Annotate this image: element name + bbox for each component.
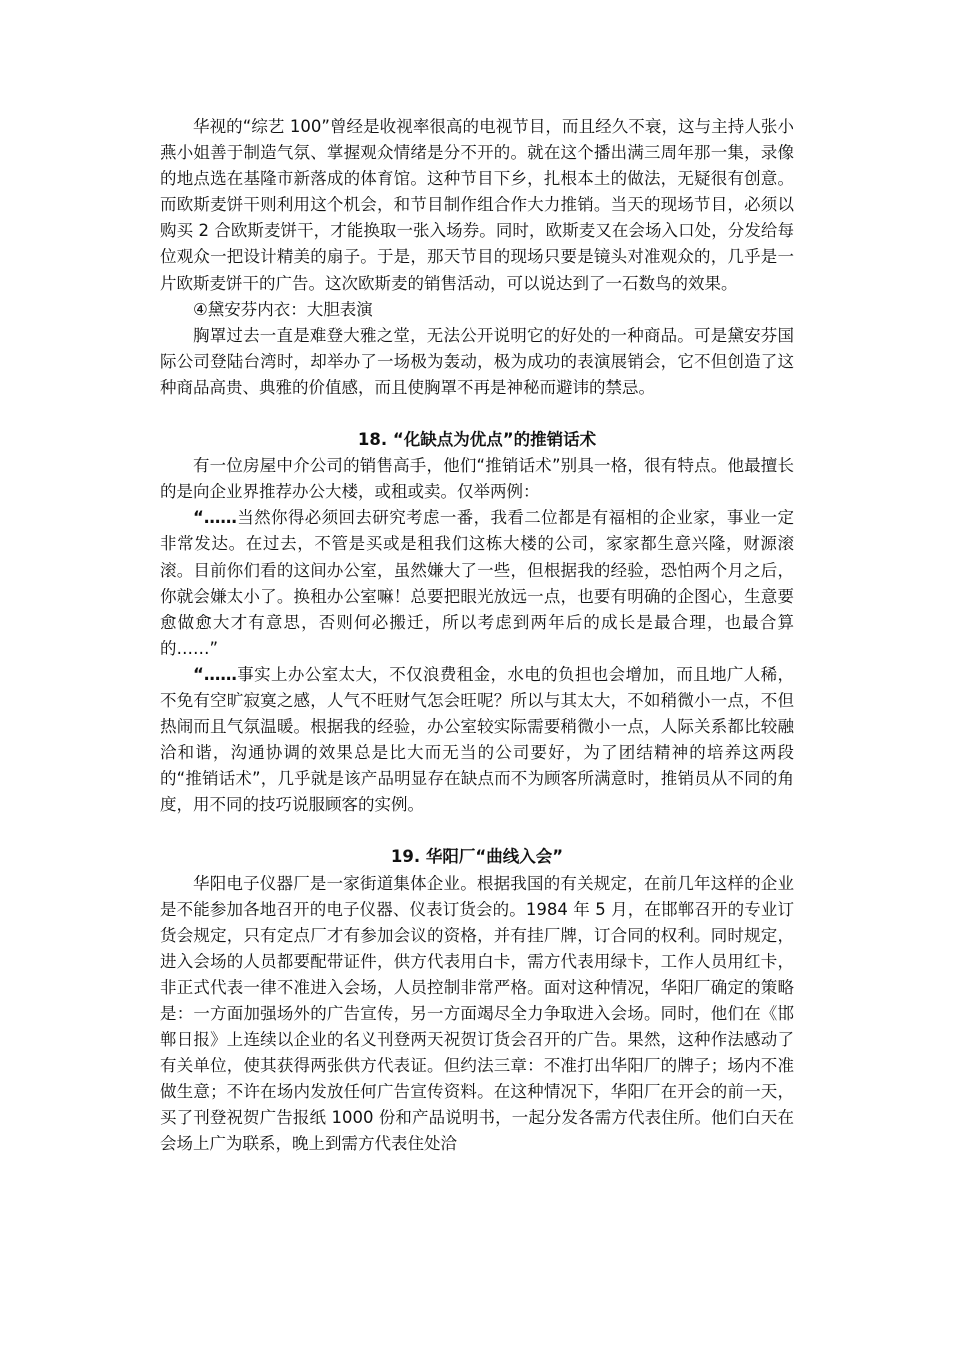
- section-18-title: 18. “化缺点为优点”的推销话术: [357, 430, 597, 450]
- paragraph-huayang-factory: 华阳电子仪器厂是一家街道集体企业。根据我国的有关规定，在前几年这样的企业是不能参加各地召开的电子仪器、仪表订货会的。1984 年 5 月，在邯郸召开的专业订货会规定，只有定点厂才有参加会议的资格，并有挂厂牌，订合同的权利。同时规定，进入会场的人员都要配带证件，供方代表用白卡，需方代表用绿卡，工作人员用红卡，非正式代表一律不准进入会场，人员控制非常严格。面对这种情况，华阳厂确定的策略是：一方面加强场外的广告宣传，另一方面竭尽全力争取进入会场。同时，他们在《邯郸日报》上连续以企业的名义刊登两天祝贺订货会召开的广告。果然，这种作法感动了有关单位，使其获得两张供方代表证。但约法三章：不准打出华阳厂的牌子；场内不准做生意；不许在场内发放任何广告宣传资料。在这种情况下，华阳厂在开会的前一天，买了刊登祝贺广告报纸 1000 份和产品说明书，一起分发各需方代表住所。他们白天在会场上广为联系，晚上到需方代表住处洽: [160, 873, 794, 1154]
- quote-one-lead: “……: [193, 508, 237, 528]
- subheading-triumph-lingerie: ④黛安芬内衣：大胆表演: [193, 299, 373, 319]
- quote-one-text: 当然你得必须回去研究考虑一番，我看二位都是有福相的企业家，事业一定非常发达。在过去，不管是买或是租我们这栋大楼的公司，家家都生意兴隆，财源滚滚。目前你们看的这间办公室，虽然嫌大了一些，但根据我的经验，恐怕两个月之后，你就会嫌太小了。换租办公室嘛！总要把眼光放远一点，也要有明确的企图心，生意要愈做愈大才有意思，否则何必搬迁，所以考虑到两年后的成长是最合理，也最合算的……”: [160, 508, 794, 658]
- document-page: [160, 114, 794, 1158]
- section-gap: [160, 401, 794, 427]
- quote-two-text: 事实上办公室太大，不仅浪费租金，水电的负担也会增加，而且地广人稀，不免有空旷寂寞之感，人气不旺财气怎会旺呢？所以与其太大，不如稍微小一点，不但热闹而且气氛温暖。根据我的经验，办公室较实际需要稍微小一点，人际关系都比较融洽和谐，沟通协调的效果总是比大而无当的公司要好，为了团结精神的培养这两段的“推销话术”，几乎就是该产品明显存在缺点而不为顾客所满意时，推销员从不同的角度，用不同的技巧说服顾客的实例。: [160, 664, 794, 815]
- paragraph-quote-two: [160, 662, 794, 819]
- section-gap: [160, 818, 794, 844]
- quote-two-lead: “……: [193, 664, 237, 684]
- paragraph-quote-one: [160, 505, 794, 662]
- paragraph-realtor-intro: 有一位房屋中介公司的销售高手，他们“推销话术”别具一格，很有特点。他最擅长的是向企业界推荐办公大楼，或租或卖。仅举两例：: [160, 456, 794, 502]
- paragraph-zongyi-100: 华视的“综艺 100”曾经是收视率很高的电视节目，而且经久不衰，这与主持人张小燕小姐善于制造气氛、掌握观众情绪是分不开的。就在这个播出满三周年那一集，录像的地点选在基隆市新落成的体育馆。这种节目下乡，扎根本土的做法，无疑很有创意。而欧斯麦饼干则利用这个机会，和节目制作组合作大力推销。当天的现场节目，必须以购买 2 合欧斯麦饼干，才能换取一张入场券。同时，欧斯麦又在会场入口处，分发给每位观众一把设计精美的扇子。于是，那天节目的现场只要是镜头对准观众的，几乎是一片欧斯麦饼干的广告。这次欧斯麦的销售活动，可以说达到了一石数鸟的效果。: [160, 117, 794, 293]
- section-19-title: 19. 华阳厂“曲线入会”: [390, 847, 564, 867]
- paragraph-triumph-show: 胸罩过去一直是难登大雅之堂，无法公开说明它的好处的一种商品。可是黛安芬国际公司登陆台湾时，却举办了一场极为轰动，极为成功的表演展销会，它不但创造了这种商品高贵、典雅的价值感，而且使胸罩不再是神秘而避讳的禁忌。: [160, 325, 794, 397]
